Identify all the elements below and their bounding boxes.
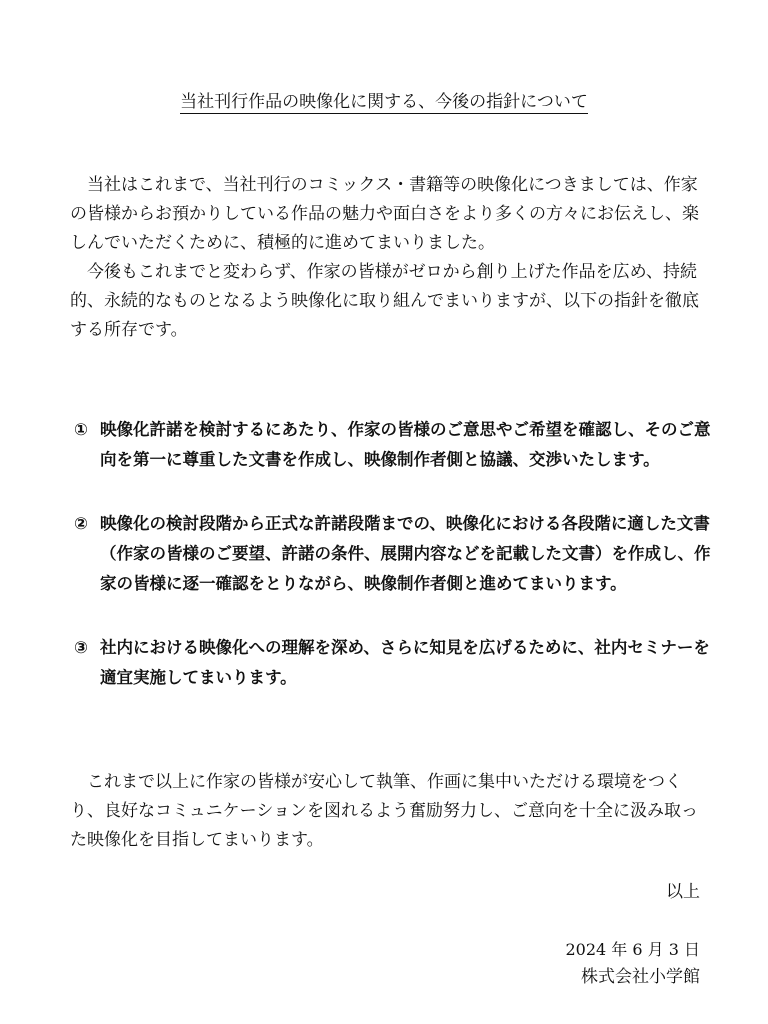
guideline-text: 映像化許諾を検討するにあたり、作家の皆様のご意思やご希望を確認し、そのご意向を第一に尊重した文書を作成し、映像制作者側と協議、交渉いたします。 [100,420,711,469]
document-title [0,90,768,114]
intro-section [70,171,710,345]
document-title-text: 当社刊行作品の映像化に関する、今後の指針について [180,92,588,112]
closing-mark: 以上 [666,882,700,902]
intro-paragraph: 当社はこれまで、当社刊行のコミックス・書籍等の映像化につきましては、作家の皆様からお預かりしている作品の魅力や面白さをより多くの方々にお伝えし、楽しんでいただくために、積極的に進めてまいりました。 [70,175,699,253]
guideline-item [74,509,714,599]
intro-paragraph: 今後もこれまでと変わらず、作家の皆様がゼロから創り上げた作品を広め、持続的、永続的なものとなるよう映像化に取り組んでまいりますが、以下の指針を徹底する所存です。 [70,262,699,340]
guideline-list [74,415,714,727]
guideline-item [74,415,714,475]
closing-paragraph: これまで以上に作家の皆様が安心して執筆、作画に集中いただける環境をつくり、良好なコミュニケーションを図れるよう奮励努力し、ご意向を十全に汲み取った映像化を目指してまいります。 [70,772,698,850]
guideline-number: ① [74,420,88,439]
guideline-text: 映像化の検討段階から正式な許諾段階までの、映像化における各段階に適した文書（作家の皆様のご要望、許諾の条件、展開内容などを記載した文書）を作成し、作家の皆様に逐一確認をとりながら、映像制作者側と進めてまいります。 [100,514,711,593]
guideline-number: ② [74,514,88,533]
document-date: 2024 年 6 月 3 日 [565,940,700,959]
guideline-item [74,633,714,693]
guideline-text: 社内における映像化への理解を深め、さらに知見を広げるために、社内セミナーを適宜実施してまいります。 [100,638,710,687]
company-name: 株式会社小学館 [581,967,700,987]
guideline-number: ③ [74,638,88,657]
